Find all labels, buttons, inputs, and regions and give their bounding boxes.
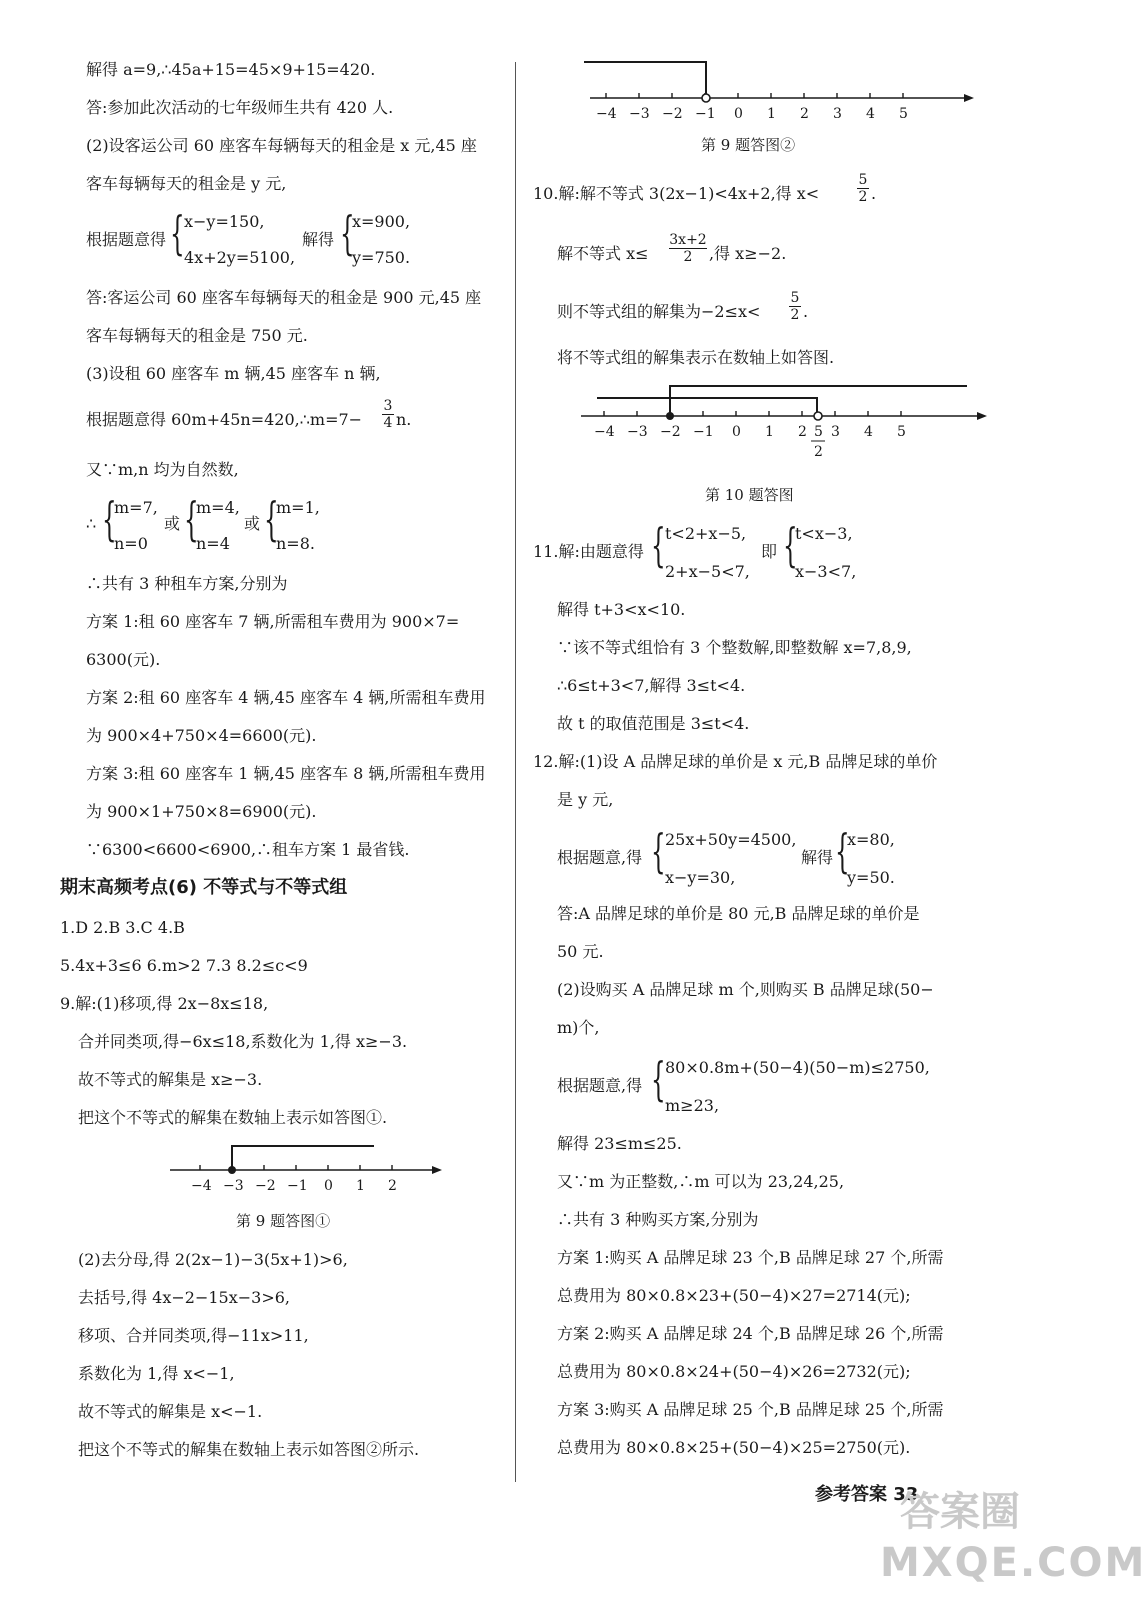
text-line: 方案 3:购买 A 品牌足球 25 个,B 品牌足球 25 个,所需 [557, 1400, 944, 1419]
brace-icon: { [170, 206, 185, 260]
fraction [669, 232, 707, 265]
brace-icon: { [835, 824, 850, 878]
tick-label: −4 [594, 424, 615, 440]
equation: 2+x−5<7, [665, 562, 750, 581]
text-line: 解不等式 x≤ [557, 244, 649, 263]
text-line: ∴ [86, 514, 97, 533]
tick-label: 4 [866, 106, 875, 122]
text-line: 为 900×4+750×4=6600(元). [86, 726, 317, 745]
tick-label: 2 [388, 1178, 397, 1194]
equation: y=50. [847, 868, 895, 887]
fraction-label-denominator: 2 [814, 444, 823, 460]
equation: x=900, [352, 212, 411, 231]
fraction [789, 290, 801, 323]
arrow-icon [432, 1166, 442, 1174]
text-line: 去括号,得 4x−2−15x−3>6, [78, 1288, 291, 1307]
text-line: 方案 2:购买 A 品牌足球 24 个,B 品牌足球 26 个,所需 [557, 1324, 944, 1343]
text-line: 把这个不等式的解集在数轴上表示如答图①. [78, 1108, 388, 1127]
text-line: 移项、合并同类项,得−11x>11, [78, 1326, 309, 1345]
brace-icon: { [184, 492, 199, 546]
equation: m=1, [276, 498, 320, 517]
equation: 4x+2y=5100, [184, 248, 296, 267]
equation: m≥23, [665, 1096, 720, 1115]
equation: x−y=150, [184, 212, 265, 231]
fraction-denominator: 2 [669, 248, 707, 265]
text-line: 11.解:由题意得 [533, 542, 644, 561]
text-line: 根据题意得 [86, 230, 167, 249]
text-line: 答:A 品牌足球的单价是 80 元,B 品牌足球的单价是 [557, 904, 920, 923]
text-line: (2)去分母,得 2(2x−1)−3(5x+1)>6, [78, 1250, 348, 1269]
text-line: 9.解:(1)移项,得 2x−8x≤18, [60, 994, 269, 1013]
solid-dot [228, 1166, 236, 1174]
text-line: 根据题意得 60m+45n=420,∴m=7− [86, 410, 363, 429]
equation: x−y=30, [665, 868, 736, 887]
page-footer: 参考答案 33 [815, 1484, 919, 1505]
tick-label: −4 [596, 106, 617, 122]
equation: t<2+x−5, [665, 524, 747, 543]
figure-caption: 第 9 题答图② [701, 136, 796, 154]
tick-label: 1 [767, 106, 776, 122]
watermark-logo: 答案圈 [900, 1489, 1020, 1535]
text-line: 则不等式组的解集为−2≤x< [557, 302, 761, 321]
equation: m=4, [196, 498, 240, 517]
text-line: . [803, 302, 809, 321]
brace-icon: { [651, 824, 666, 878]
text-line: 又∵m 为正整数,∴m 可以为 23,24,25, [557, 1172, 845, 1191]
number-line-fig3 [577, 378, 997, 468]
text-line: 或 [164, 514, 181, 533]
text-line: ∵6300<6600<6900,∴租车方案 1 最省钱. [86, 840, 410, 859]
tick-label: 0 [324, 1178, 333, 1194]
brace-icon: { [651, 1052, 666, 1106]
text-line: n. [396, 410, 412, 429]
tick-label: 3 [833, 106, 842, 122]
text-line: 6300(元). [86, 650, 161, 669]
text-line: 合并同类项,得−6x≤18,系数化为 1,得 x≥−3. [78, 1032, 408, 1051]
tick-label: −3 [627, 424, 648, 440]
text-line: 根据题意,得 [557, 848, 643, 867]
fraction-numerator: 5 [858, 172, 868, 188]
text-line: 又∵m,n 均为自然数, [86, 460, 239, 479]
text-line: 答:客运公司 60 座客车每辆每天的租金是 900 元,45 座 [86, 288, 482, 307]
tick-label: −4 [191, 1178, 212, 1194]
text-line: 12.解:(1)设 A 品牌足球的单价是 x 元,B 品牌足球的单价 [533, 752, 938, 771]
text-line: . [871, 184, 877, 203]
equation: 80×0.8m+(50−4)(50−m)≤2750, [665, 1058, 930, 1077]
tick-label: 4 [864, 424, 873, 440]
fraction-denominator: 2 [790, 307, 800, 323]
tick-label: −3 [629, 106, 650, 122]
tick-label: 3 [831, 424, 840, 440]
text-line: 将不等式组的解集表示在数轴上如答图. [557, 348, 835, 367]
tick-label: 0 [732, 424, 741, 440]
text-line: 总费用为 80×0.8×23+(50−4)×27=2714(元); [557, 1286, 911, 1305]
watermark-url: MXQE.COM [880, 1540, 1146, 1586]
figure-caption: 第 10 题答图 [705, 486, 794, 504]
fraction-numerator: 3 [383, 398, 393, 414]
text-line: 故不等式的解集是 x<−1. [78, 1402, 263, 1421]
open-dot [814, 412, 822, 420]
brace-icon: { [651, 518, 666, 572]
tick-label: 1 [765, 424, 774, 440]
arrow-icon [964, 94, 974, 102]
tick-label: −1 [695, 106, 716, 122]
tick-label: 1 [356, 1178, 365, 1194]
text-line: 把这个不等式的解集在数轴上表示如答图②所示. [78, 1440, 420, 1459]
fraction [857, 172, 869, 205]
text-line: 客车每辆每天的租金是 750 元. [86, 326, 308, 345]
equation: x=80, [847, 830, 895, 849]
text-line: (3)设租 60 座客车 m 辆,45 座客车 n 辆, [86, 364, 381, 383]
figure-caption: 第 9 题答图① [236, 1212, 331, 1230]
text-line: 为 900×1+750×8=6900(元). [86, 802, 317, 821]
text-line: ∴共有 3 种租车方案,分别为 [86, 574, 288, 593]
number-line-fig2 [580, 52, 980, 124]
tick-label: 2 [798, 424, 807, 440]
solution-ray [232, 1146, 374, 1170]
text-line: 10.解:解不等式 3(2x−1)<4x+2,得 x< [533, 184, 820, 203]
brace-icon: { [264, 492, 279, 546]
equation: n=8. [276, 534, 315, 553]
equation: y=750. [352, 248, 411, 267]
open-dot [702, 94, 710, 102]
text-line: 或 [244, 514, 261, 533]
tick-label: 0 [734, 106, 743, 122]
equation: n=4 [196, 534, 230, 553]
text-line: 答:参加此次活动的七年级师生共有 420 人. [86, 98, 394, 117]
tick-label: 5 [899, 106, 908, 122]
text-line: 故 t 的取值范围是 3≤t<4. [557, 714, 750, 733]
answer-line: 1.D 2.B 3.C 4.B [60, 918, 185, 937]
text-line: m)个, [557, 1018, 600, 1037]
text-line: 即 [761, 542, 778, 561]
text-line: ,得 x≥−2. [709, 244, 787, 263]
tick-label: −1 [287, 1178, 308, 1194]
tick-label: −3 [223, 1178, 244, 1194]
text-line: 故不等式的解集是 x≥−3. [78, 1070, 263, 1089]
solution-ray-lower [597, 398, 817, 416]
text-line: 方案 2:租 60 座客车 4 辆,45 座客车 4 辆,所需租车费用 [86, 688, 486, 707]
section-heading: 期末高频考点(6) 不等式与不等式组 [60, 877, 348, 898]
fraction-label-numerator: 5 [814, 424, 823, 440]
arrow-icon [977, 412, 987, 420]
text-line: 解得 [302, 230, 335, 249]
solution-ray [584, 62, 706, 98]
brace-icon: { [340, 206, 355, 260]
brace-icon: { [783, 518, 798, 572]
fraction [382, 398, 394, 431]
text-line: 方案 1:租 60 座客车 7 辆,所需租车费用为 900×7= [86, 612, 460, 631]
text-line: ∴6≤t+3<7,解得 3≤t<4. [557, 676, 746, 695]
column-divider [515, 62, 516, 1482]
fraction-numerator: 3x+2 [669, 232, 707, 248]
text-line: 总费用为 80×0.8×25+(50−4)×25=2750(元). [557, 1438, 911, 1457]
brace-icon: { [102, 492, 117, 546]
fraction-numerator: 5 [790, 290, 800, 306]
text-line: 总费用为 80×0.8×24+(50−4)×26=2732(元); [557, 1362, 911, 1381]
tick-label: −2 [662, 106, 683, 122]
text-line: (2)设购买 A 品牌足球 m 个,则购买 B 品牌足球(50− [557, 980, 934, 999]
equation: m=7, [114, 498, 158, 517]
text-line: 解得 [801, 848, 834, 867]
text-line: 客车每辆每天的租金是 y 元, [86, 174, 287, 193]
answer-line: 5.4x+3≤6 6.m>2 7.3 8.2≤c<9 [60, 956, 308, 975]
text-line: 方案 1:购买 A 品牌足球 23 个,B 品牌足球 27 个,所需 [557, 1248, 944, 1267]
tick-label: −2 [660, 424, 681, 440]
equation: 25x+50y=4500, [665, 830, 797, 849]
tick-label: −2 [255, 1178, 276, 1194]
tick-label: 5 [897, 424, 906, 440]
fraction-denominator: 4 [383, 415, 393, 431]
number-line-fig1 [160, 1138, 450, 1198]
text-line: 解得 23≤m≤25. [557, 1134, 682, 1153]
text-line: (2)设客运公司 60 座客车每辆每天的租金是 x 元,45 座 [86, 136, 477, 155]
text-line: 解得 t+3<x<10. [557, 600, 686, 619]
tick-label: −1 [693, 424, 714, 440]
text-line: 是 y 元, [557, 790, 614, 809]
text-line: 根据题意,得 [557, 1076, 643, 1095]
text-line: 解得 a=9,∴45a+15=45×9+15=420. [86, 60, 376, 79]
equation: x−3<7, [795, 562, 857, 581]
text-line: ∵该不等式组恰有 3 个整数解,即整数解 x=7,8,9, [557, 638, 912, 657]
solid-dot [666, 412, 674, 420]
fraction-denominator: 2 [858, 189, 868, 205]
text-line: 方案 3:租 60 座客车 1 辆,45 座客车 8 辆,所需租车费用 [86, 764, 486, 783]
tick-label: 2 [800, 106, 809, 122]
equation: t<x−3, [795, 524, 853, 543]
text-line: ∴共有 3 种购买方案,分别为 [557, 1210, 759, 1229]
text-line: 50 元. [557, 942, 604, 961]
equation: n=0 [114, 534, 148, 553]
text-line: 系数化为 1,得 x<−1, [78, 1364, 235, 1383]
